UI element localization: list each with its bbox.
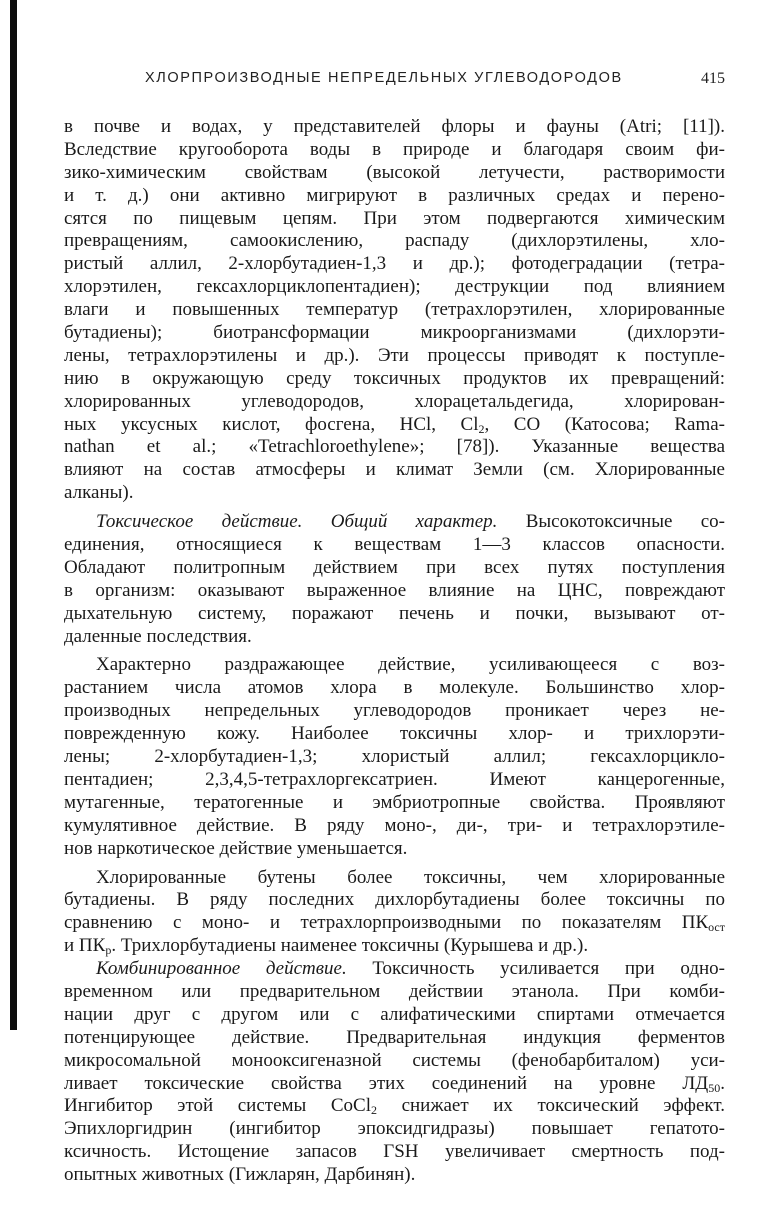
text-line (64, 935, 725, 958)
text-line: Вследствие кругооборота воды в природе и благодаря своим фи- (64, 138, 725, 160)
text-line: ристый аллил, 2-хлорбутадиен-1,3 и др.); фотодеградации (тетра- (64, 253, 725, 275)
section-heading-toxic-action: Токсическое действие. Общий характер. (96, 511, 498, 533)
text-line: поврежденную кожу. Наиболее токсичны хлор- и трихлорэти- (64, 723, 725, 745)
text-line: потенцирующее действие. Предварительная индукция ферментов (64, 1026, 725, 1048)
text-line: алканы). (64, 482, 134, 504)
running-title: ХЛОРПРОИЗВОДНЫЕ НЕПРЕДЕЛЬНЫХ УГЛЕВОДОРОДОВ (145, 70, 623, 86)
body-text (64, 116, 725, 1187)
text-line: хлорэтилен, гексахлорциклопентадиен); деструкции под влиянием (64, 276, 725, 298)
binding-edge-shadow (10, 0, 17, 1030)
text-line: в организм: оказывают выраженное влияние на ЦНС, повреждают (64, 579, 725, 601)
text-segment: . (720, 1072, 725, 1094)
text-line: опытных животных (Гижларян, Дарбинян). (64, 1164, 416, 1186)
text-line: и т. д.) они активно мигрируют в различных средах и перено- (64, 184, 725, 206)
text-line (64, 511, 725, 534)
text-line: сятся по пищевым цепям. При этом подвергаются химическим (64, 207, 725, 229)
text-segment: , CO (Катосова; Rama- (484, 413, 725, 435)
text-line: нов наркотическое действие уменьшается. (64, 837, 408, 859)
text-line (64, 1095, 725, 1118)
text-line (64, 1073, 725, 1096)
text-line: зико-химическим свойствам (высокой летучести, растворимости (64, 161, 725, 183)
text-line: nathan et al.; «Tetrachloroethylene»; [78]). Указанные вещества (64, 436, 725, 458)
running-header (145, 70, 725, 92)
text-line: лены; 2-хлорбутадиен-1,3; хлористый аллил; гексахлорцикло- (64, 746, 725, 768)
section-heading-combined-action: Комбинированное действие. (96, 958, 347, 980)
text-segment: сравнению с моно- и тетрахлорпроизводными по показателям ПК (64, 912, 709, 934)
text-line: Хлорированные бутены более токсичны, чем хлорированные (96, 866, 725, 888)
subscript: 2 (478, 421, 485, 436)
text-line: пентадиен; 2,3,4,5-тетрахлоргексатриен. Имеют канцерогенные, (64, 768, 725, 790)
text-line: Обладают политропным действием при всех путях поступления (64, 556, 725, 578)
text-line: кумулятивное действие. В ряду моно-, ди-, три- и тетрахлорэтиле- (64, 814, 725, 836)
text-line: влияют на состав атмосферы и климат Земли (см. Хлорированные (64, 459, 725, 481)
subscript: ост (708, 920, 725, 935)
text-line: единения, относящиеся к веществам 1—3 классов опасности. (64, 534, 725, 556)
text-segment: снижает их токсический эффект. (377, 1095, 725, 1117)
text-line: бутадиены. В ряду последних дихлорбутадиены более токсичны по (64, 889, 725, 911)
text-line: нации друг с другом или с алифатическими спиртами отмечается (64, 1003, 725, 1025)
text-line: превращениям, самоокислению, распаду (дихлорэтилены, хло- (64, 230, 725, 252)
text-line: нию в окружающую среду токсичных продуктов их превращений: (64, 367, 725, 389)
text-line: временном или предварительном действии этанола. При комби- (64, 980, 725, 1002)
text-line: Характерно раздражающее действие, усиливающееся с воз- (96, 654, 725, 676)
text-line: мутагенные, тератогенные и эмбриотропные свойства. Проявляют (64, 791, 725, 813)
text-segment: Высокотоксичные со- (497, 511, 725, 533)
text-line (64, 414, 725, 437)
text-segment: . Трихлорбутадиены наименее токсичны (Курышева и др.). (111, 935, 589, 957)
text-line: ксичность. Истощение запасов ГSH увеличивает смертность под- (64, 1141, 725, 1163)
text-line: хлорированных углеводородов, хлорацетальдегида, хлорирован- (64, 390, 725, 412)
text-line (64, 912, 725, 935)
text-segment: ных уксусных кислот, фосгена, HCl, Cl (64, 413, 479, 435)
subscript: р (105, 943, 112, 958)
text-line: влаги и повышенных температур (тетрахлорэтилен, хлорированные (64, 299, 725, 321)
text-line: бутадиены); биотрансформации микроорганизмами (дихлорэти- (64, 322, 725, 344)
text-line: Эпихлоргидрин (ингибитор эпоксидгидразы) повышает гепатото- (64, 1118, 725, 1140)
text-line: лены, тетрахлорэтилены и др.). Эти процессы приводят к поступле- (64, 344, 725, 366)
text-segment: Токсичность усиливается при одно- (346, 958, 725, 980)
text-line: растанием числа атомов хлора в молекуле. Большинство хлор- (64, 677, 725, 699)
subscript: 2 (371, 1103, 378, 1118)
page-number: 415 (701, 70, 725, 87)
text-line: в почве и водах, у представителей флоры и фауны (Atri; [11]). (64, 116, 725, 137)
text-segment: Ингибитор этой системы CoCl (64, 1095, 372, 1117)
text-segment: и ПК (64, 935, 106, 957)
text-line: производных непредельных углеводородов проникает через не- (64, 700, 725, 722)
subscript: 50 (708, 1080, 721, 1095)
text-line: микросомальной монооксигеназной системы (фенобарбиталом) уси- (64, 1049, 725, 1071)
text-line (64, 958, 725, 981)
text-line: дыхательную систему, поражают печень и почки, вызывают от- (64, 602, 725, 624)
text-line: даленные последствия. (64, 625, 252, 647)
text-segment: ливает токсические свойства этих соединений на уровне ЛД (64, 1072, 709, 1094)
